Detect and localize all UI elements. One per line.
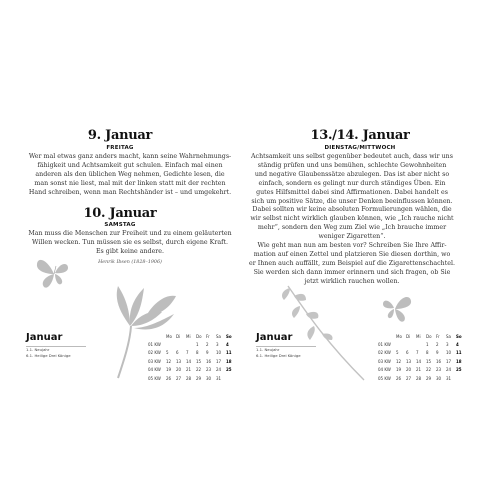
- calendar-day: 14: [416, 358, 422, 364]
- text-line: Wer mal etwas ganz anders macht, kann seine Wahrnehmungs-: [28, 153, 232, 160]
- weekday-header: Di: [176, 334, 181, 339]
- butterfly-illustration: [378, 290, 414, 326]
- calendar-day: 21: [416, 367, 422, 373]
- calendar-day: 7: [416, 350, 419, 356]
- calendar-day: 23: [206, 367, 212, 373]
- text-line: Sie werden sich dann immer erinnern und sich fragen, ob Sie: [253, 268, 451, 276]
- calendar-day: 18: [226, 358, 232, 364]
- calendar-day: 16: [436, 358, 442, 364]
- calendar-day: 31: [446, 375, 452, 381]
- calendar-day: 9: [206, 350, 209, 356]
- kw-header: [378, 333, 396, 340]
- calendar-day: 25: [226, 367, 232, 373]
- calendar-day: 18: [456, 358, 462, 364]
- weekday-header: Do: [426, 334, 432, 339]
- calendar-week-row: [378, 349, 466, 358]
- calendar-day: 24: [446, 367, 452, 373]
- calendar-day: 12: [396, 358, 402, 364]
- calendar-week-row: [378, 340, 466, 349]
- text-line: Es gibt keine andere.: [95, 247, 165, 255]
- calendar-day: 17: [216, 358, 222, 364]
- calendar-week-row: [378, 374, 466, 383]
- text-line: Hand schreiben, wenn man Rechtshänder ist – und umgekehrt.: [28, 188, 232, 196]
- text-line: ständig prüfen und uns bemühen, schlechte Gewohnheiten: [257, 161, 447, 169]
- kw-label: 04 KW: [148, 367, 161, 373]
- calendar-day: 16: [206, 358, 212, 364]
- calendar-day: 15: [196, 358, 202, 364]
- calendar-day: 4: [456, 341, 459, 347]
- calendar-day: 19: [396, 367, 402, 373]
- calendar-day: [226, 374, 236, 383]
- text-line: Man muss die Menschen zur Freiheit und zu einem geläuterten: [28, 230, 232, 237]
- holiday-item: 6.1. Heilige Drei Könige: [26, 353, 71, 358]
- kw-label: 02 KW: [148, 350, 161, 356]
- kw-label: 05 KW: [148, 375, 161, 381]
- calendar-day: 5: [166, 350, 169, 356]
- calendar-day: 29: [426, 375, 432, 381]
- text-line: Dabei sollten wir keine absoluten Formulierungen wählen, die: [252, 206, 452, 214]
- entry-weekday: DIENSTAG/MITTWOCH: [324, 145, 396, 151]
- calendar-day: 1: [196, 341, 199, 347]
- calendar-day: 3: [216, 341, 219, 347]
- text-line: einfach, sondern es gelingt nur durch ständiges Üben. Ein: [258, 179, 446, 187]
- text-line: mehr“, sondern den Weg zum Ziel wie „Ich brauche immer: [257, 224, 447, 232]
- calendar-day: 20: [176, 367, 182, 373]
- calendar-day: [176, 340, 186, 349]
- butterfly-illustration: [34, 252, 74, 292]
- text-line: sich um positive Sätze, die unser Denken beeinflussen können.: [251, 197, 453, 205]
- calendar-day: 15: [426, 358, 432, 364]
- holiday-list: [256, 347, 301, 359]
- calendar-day: [186, 340, 196, 349]
- calendar-day: [406, 340, 416, 349]
- weekday-header: So: [226, 334, 232, 339]
- calendar-day: 22: [196, 367, 202, 373]
- text-line: er Ihnen auch auffällt, zum Beispiel auf die Zigarettenschachtel.: [249, 259, 455, 267]
- calendar-day: 8: [426, 350, 429, 356]
- calendar-week-row: [148, 357, 236, 366]
- calendar-day: 26: [166, 375, 172, 381]
- weekday-header: Fr: [436, 334, 440, 339]
- kw-label: 02 KW: [378, 350, 391, 356]
- calendar-day: 27: [406, 375, 412, 381]
- kw-label: 01 KW: [148, 341, 161, 347]
- kw-label: 03 KW: [378, 358, 391, 364]
- calendar-day: 10: [446, 350, 452, 356]
- calendar-day: 10: [216, 350, 222, 356]
- holiday-item: 6.1. Heilige Drei Könige: [256, 353, 301, 358]
- calendar-week-row: [148, 340, 236, 349]
- calendar-day: 24: [216, 367, 222, 373]
- calendar-day: 22: [426, 367, 432, 373]
- weekday-header: Sa: [446, 334, 451, 339]
- text-line: weniger Zigaretten“.: [318, 233, 386, 241]
- holiday-item: 1.1. Neujahr: [26, 347, 50, 352]
- calendar-day: 23: [436, 367, 442, 373]
- calendar-day: 31: [216, 375, 222, 381]
- kw-label: 01 KW: [378, 341, 391, 347]
- calendar-day: 26: [396, 375, 402, 381]
- kw-label: 03 KW: [148, 358, 161, 364]
- calendar-day: 19: [166, 367, 172, 373]
- calendar-day: 20: [406, 367, 412, 373]
- calendar-week-row: [148, 374, 236, 383]
- calendar-day: [416, 340, 426, 349]
- calendar-day: [456, 374, 466, 383]
- holiday-item: 1.1. Neujahr: [256, 347, 280, 352]
- text-line: und negative Glaubenssätze abzulegen. Das ist aber nicht so: [254, 170, 450, 178]
- calendar-week-row: [378, 357, 466, 366]
- calendar-day: 2: [206, 341, 209, 347]
- entry-text-13-14-januar: [244, 153, 460, 242]
- entry-date-13-14-januar: 13./14. Januar: [310, 128, 410, 143]
- right-page: [240, 0, 480, 480]
- entry-date-10-januar: 10. Januar: [83, 206, 157, 221]
- calendar-day: 30: [206, 375, 212, 381]
- calendar-header-row: [148, 333, 236, 340]
- calendar-day: 6: [406, 350, 409, 356]
- entry-date-9-januar: 9. Januar: [87, 128, 153, 143]
- mini-calendar: [148, 333, 236, 383]
- calendar-day: 13: [406, 358, 412, 364]
- weekday-header: Mo: [166, 334, 172, 339]
- calendar-day: 8: [196, 350, 199, 356]
- mini-calendar: [378, 333, 466, 383]
- calendar-month: Januar: [256, 332, 293, 343]
- entry-text-continued: [244, 242, 460, 287]
- calendar-day: 30: [436, 375, 442, 381]
- text-line: mation auf einen Zettel und platzieren Sie diesen dorthin, wo: [253, 250, 451, 258]
- weekday-header: Do: [196, 334, 202, 339]
- weekday-header: Mi: [186, 334, 191, 339]
- entry-text-9-januar: [22, 153, 238, 198]
- text-line: wir selbst nicht wirklich glauben können, wie „Ich rauche nicht: [250, 215, 454, 223]
- kw-label: 04 KW: [378, 367, 391, 373]
- kw-label: 05 KW: [378, 375, 391, 381]
- weekday-header: So: [456, 334, 462, 339]
- calendar-day: 6: [176, 350, 179, 356]
- kw-header: [148, 333, 166, 340]
- holiday-list: [26, 347, 71, 359]
- weekday-header: Fr: [206, 334, 210, 339]
- calendar-day: 17: [446, 358, 452, 364]
- calendar-day: [166, 340, 176, 349]
- calendar-day: 28: [186, 375, 192, 381]
- calendar-week-row: [148, 349, 236, 358]
- calendar-day: 21: [186, 367, 192, 373]
- text-line: jetzt wirklich rauchen wollen.: [304, 277, 400, 285]
- calendar-day: 25: [456, 367, 462, 373]
- weekday-header: Mi: [416, 334, 421, 339]
- calendar-day: 27: [176, 375, 182, 381]
- calendar-day: 3: [446, 341, 449, 347]
- calendar-day: 29: [196, 375, 202, 381]
- calendar-day: 4: [226, 341, 229, 347]
- calendar-day: 28: [416, 375, 422, 381]
- text-line: Willen wecken. Tun müssen sie es selbst, durch eigene Kraft.: [31, 238, 228, 246]
- text-line: anderen als den üblichen Weg nehmen, Gedichte lesen, die: [35, 170, 225, 178]
- calendar-month: Januar: [26, 332, 63, 343]
- text-line: fähigkeit und Achtsamkeit gut schulen. Einfach mal einen: [37, 161, 223, 169]
- calendar-day: 13: [176, 358, 182, 364]
- calendar-week-row: [148, 366, 236, 375]
- weekday-header: Di: [406, 334, 411, 339]
- calendar-day: 7: [186, 350, 189, 356]
- weekday-header: Sa: [216, 334, 221, 339]
- quote-author: Henrik Ibsen (1828–1906): [98, 260, 162, 265]
- text-line: Achtsamkeit uns selbst gegenüber bedeutet auch, dass wir uns: [251, 153, 453, 160]
- calendar-day: 12: [166, 358, 172, 364]
- calendar-week-row: [378, 366, 466, 375]
- calendar-day: 1: [426, 341, 429, 347]
- entry-weekday: SAMSTAG: [104, 222, 136, 228]
- text-line: gutes Hilfsmittel dabei sind Affirmationen. Dabei handelt es: [256, 188, 448, 196]
- calendar-day: 2: [436, 341, 439, 347]
- calendar-day: 11: [226, 350, 232, 356]
- calendar-day: 14: [186, 358, 192, 364]
- calendar-day: 9: [436, 350, 439, 356]
- calendar-day: 5: [396, 350, 399, 356]
- calendar-day: 11: [456, 350, 462, 356]
- text-line: man sonst nie liest, mal mit der linken statt mit der rechten: [34, 179, 226, 187]
- calendar-day: [396, 340, 406, 349]
- calendar-header-row: [378, 333, 466, 340]
- weekday-header: Mo: [396, 334, 402, 339]
- text-line: Wie geht man nun am besten vor? Schreiben Sie Ihre Affir-: [257, 242, 447, 249]
- entry-weekday: FREITAG: [106, 145, 134, 151]
